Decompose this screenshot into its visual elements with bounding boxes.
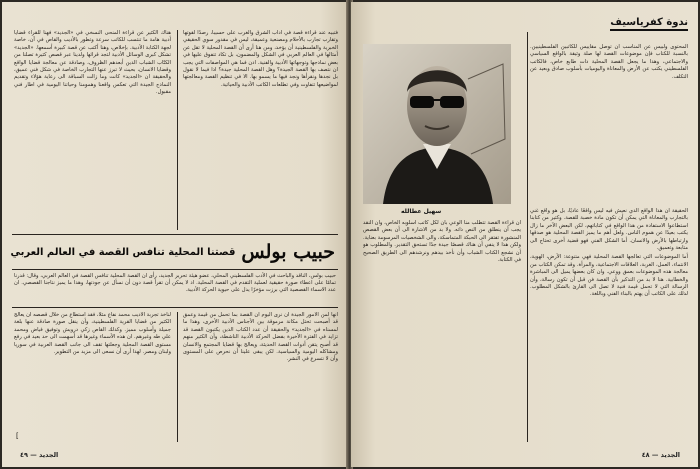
right-bottom-right-column xyxy=(530,208,688,443)
section-title-underline xyxy=(610,29,688,31)
right-page xyxy=(351,2,698,467)
left-bottom-right-column xyxy=(183,312,338,442)
section-title-text: ندوة كفرياسيف xyxy=(610,17,688,28)
headline-author-name: حبيب بولس xyxy=(241,241,335,263)
portrait-image xyxy=(363,44,511,204)
intro-rule xyxy=(12,307,338,308)
column-divider xyxy=(177,30,178,230)
left-bottom-left-column xyxy=(14,312,171,430)
text-block: انها لمن الأمور الجيدة ان نرى اليوم ان القصة بما تحمل من قيمة وعمق قد أصبحت تحتل مكانة مرموقة بين الأجناس الأدبية الأخرى، وهذا ما لمسناه في «الجديد» والحقيقة أن عدد الكتاب الذين يكتبون القصة قد تزايد في الفترة الأخيرة بفضل الحركة الأدبية الناشطة، وأن الكثير منهم قد أصبح يتقن أدوات القصة الحديثة، ويعالج بها قضايا المجتمع والانسان ومشاكله اليومية والسياسية. لكن يبقى علينا أن نحرص على المستوى وأن لا نتسرع في النشر. xyxy=(183,312,338,363)
headline-subtitle: قصتنا المحلية تنافس القصة في العالم العربي xyxy=(10,246,236,258)
text-block: المحتوى ولبيس عن المناسب أن توصل مقاييس للكاتبين الفلسطينيين. بالنسبة للكتاب فإن موضوعات القصة لها صلة وثيقة بالواقع السياسي والاجتماعي، وهذا ما يجعل القصة المحلية ذات طابع خاص، فالكاتب الفلسطيني يكتب عن الأرض والمعاناة واليوميات بأسلوب صادق وبعيد عن التكلف. xyxy=(530,44,688,80)
article-end-mark: ] xyxy=(16,432,19,440)
left-top-left-column xyxy=(14,30,171,230)
section-title xyxy=(610,17,688,31)
text-block: فتبيه عند قراءة قصة في ادأب الشرق والغرب على حسيبا، رصدًا لقوتها وتقارب تجارب بالأحلام ومصنعية وعميقة، ليس في مقدور سوي الحقيقي الخبرية والفلسطينية أن يؤخذ، ومن هنا أرى أن القصة المحلية لا تقل عن أمثالها في العالم العربي في الشكل والمضمون، بل تكاد تتفوق عليها في بعض نماذجها وتوجهاتها الأدبية والفنية. اذن فما هي المواصفات التي يجب ان نتصف بها القصة الجيدة؟ وهل القصة المحلية جيدة؟ اذا فيما لا نقول بل نجدها ونقرأها ونجد فيها ما يسمو بها. الا في تنظيم القصة ومعالجتها لمواضيعها تتفاوت وفي تطلعات الكاتب الأدبية والحياتية. xyxy=(183,30,338,88)
left-page xyxy=(2,2,348,467)
page-number-right: الجديد — ٤٨ xyxy=(641,451,680,459)
text-block: أما الموضوعات التي تعالجها القصة المحلية فهي متنوعة: الأرض، الهوية، الانتماء، العمل، الغربة، العلاقات الاجتماعية، والمرأة. وقد تمكن الكتاب من معالجة هذه الموضوعات بعمق ووعي. وان كان بعضها يميل الى المباشرة والخطابية. هنا لا بد من التذكير بأن القصة فن قبل أن تكون رسالة، وأن الرسالة التي لا تحمل قيمة فنية لا تصل الى القارئ بالشكل المطلوب. لذلك على الكاتب أن يهتم بالبناء الفني وباللغة. xyxy=(530,254,688,298)
text-block: لنأخذ تجربة الأديب محمد نفاع مثلاً، فقد استطاع من خلال قصصه ان يعالج الكثير من قضايا القرية الفلسطينية، وأن ينقل صورة صادقة عنها بلغة جميلة وأسلوب مميز. وكذلك القاص زكي درويش وتوفيق فياض ومحمد علي طه وغيرهم. ان هذه الأسماء وغيرها قد أسهمت الى حد بعيد في رفع مستوى القصة المحلية وجعلتها تقف الى جانب القصة العربية في سوريا ولبنان ومصر. لهذا أرى أن نسعى الى مزيد من التطوير. xyxy=(14,312,171,356)
column-divider xyxy=(527,32,528,442)
page-number-left: الجديد — ٤٩ xyxy=(20,451,59,459)
headline-rule-top xyxy=(12,234,338,235)
text-block: الحقيقة أن هذا الواقع الذي نعيش فيه ليس واقعًا عاديًا، بل هو واقع غني بالتجارب والمعاناة التي يمكن أن تكون مادة خصبة للقصة. وكثير من كتابنا استطاعوا الاستفادة من هذا الواقع في كتاباتهم، لكن البعض الآخر ما زال يكتب بعيدًا عن هموم الناس. ولعل أهم ما يميز القصة المحلية هو صدقها وارتباطها بالأرض والانسان. أما الشكل الفني فهو قضية أخرى تحتاج الى متابعة وتعميق. xyxy=(530,208,688,252)
left-top-right-column xyxy=(183,30,338,230)
portrait-photo xyxy=(363,44,511,204)
photo-caption: سهيل عطالله xyxy=(401,208,442,215)
text-block: ان قراءة القصة تتطلب منا الوعي بأن لكل كاتب أسلوبه الخاص، وأن النقد يجب أن ينطلق من النص ذاته. ولا بد من الاشارة الى أن بعض القصص المنشورة تفتقر الى الحبكة المتماسكة، والى الشخصيات المرسومة بعناية. ولكن هذا لا ينفي أن هناك قصصًا جيدة جدًا تستحق التقدير. والمطلوب هو أن نشجع الكتاب الشباب وأن نأخذ بيدهم ونرشدهم الى الطريق الصحيح في الكتابة. xyxy=(363,220,521,264)
right-top-right-column xyxy=(530,44,688,204)
headline-rule-bottom xyxy=(12,269,338,270)
text-block: هناك الكثير عن قراءة المنحى النسخي في «الجديد» فهنا للقراء قضايا أدبية هامة ما تنتسب للكاتب سرعة وتطور بالأديب والقاص في آن، خاصة لجهة الكتابة الأدبية. بإخلاص، وهنا أكتب عن قصة كبيرة أسمعها. «الجديد» تشكل كبرى الوسائل الأدبية لتجد قرائها ولدينا عبر قصص كثيرة تصلنا من الكتّاب الشباب الذين أبعدهم الظروف، وصادقة عن معالجة قضايا الواقع وقضايا الانسان، بحيث لا تبرز عنها التجارب الخاصة في شكل فني عميق، والحقيقة ان «الجديد» كانت وما زالت السباقة الى رعاية هؤلاء وتقديم النماذج الجيدة التي تعكس واقعنا وهمومنا وحياتنا اليومية في اطار فني مقبول. xyxy=(14,30,171,96)
article-intro: حبيب بولس، الناقد والباحث في الأدب الفلسطيني المحلي، عضو هيئة تحرير الجديد، رأى ان القصة المحلية تنافس القصة في العالم العربي، وقال: قدرنا تمامًا على اعطاء صورة حقيقية لعملية التقدم في القصة المحلية. اذ لا يمكن أن تقرأ قصة دون أن نسأل عن جودتها، وهذا ما يميز نتاجنا القصصي. ان عدد الاسماء القصصية التي برزت مؤخرًا يدل على حيوية الحركة الأدبية. xyxy=(14,273,336,294)
article-headline xyxy=(10,237,335,267)
right-bottom-left-column xyxy=(363,220,521,442)
column-divider xyxy=(177,312,178,442)
